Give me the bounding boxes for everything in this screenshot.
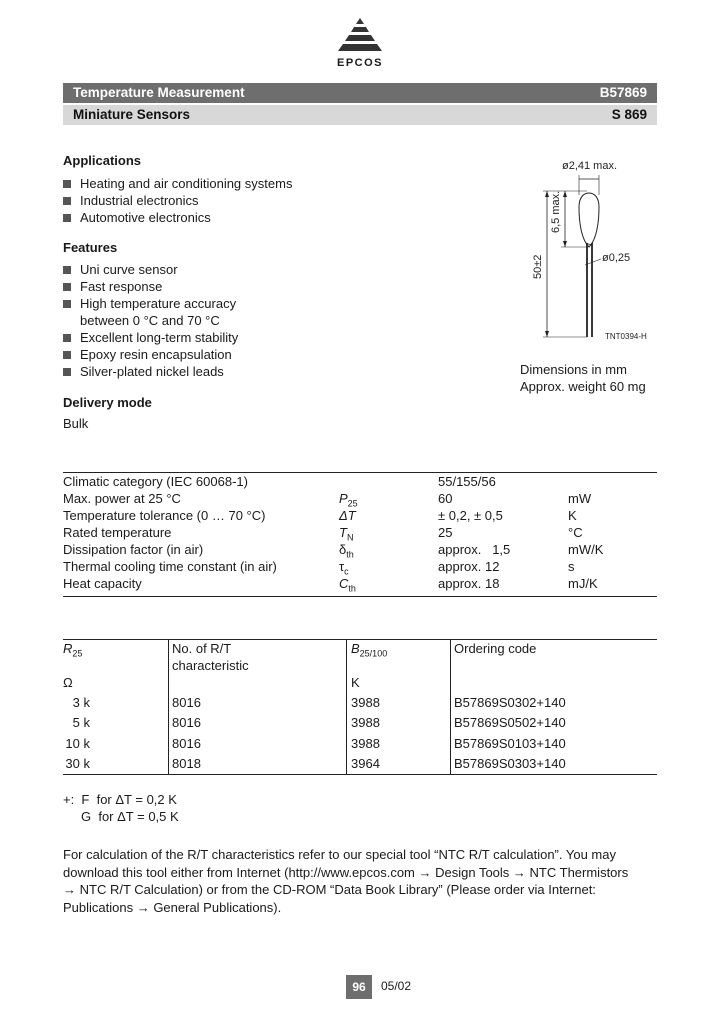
table-row: Heat capacity $C_{th}$ approx. 18 mJ/K (63, 576, 598, 594)
delivery-heading: Delivery mode (63, 395, 152, 410)
table-row: Temperature tolerance (0 … 70 °C) ΔT ± 0,2, ± 0,5 K (63, 508, 577, 523)
header-bar-series (63, 105, 657, 125)
bullet-square-icon (63, 334, 71, 342)
bullet-square-icon (63, 300, 71, 308)
series-code: S 869 (611, 107, 647, 122)
list-item: Industrial electronics (63, 192, 292, 209)
list-item: Excellent long-term stability (63, 329, 238, 346)
diameter-top-label: ø2,41 max. (562, 160, 618, 172)
header-rt-line1: No. of R/T (172, 641, 232, 656)
column-divider (450, 639, 451, 774)
delivery-value: Bulk (63, 416, 89, 431)
list-item: Epoxy resin encapsulation (63, 346, 238, 363)
bullet-square-icon (63, 214, 71, 222)
list-item: Uni curve sensor (63, 261, 238, 278)
list-item: High temperature accuracy (63, 295, 238, 312)
series-title: Miniature Sensors (73, 107, 191, 122)
table-row: Dissipation factor (in air) $\delta_{th}$ approx. 1,5 mW/K (63, 542, 604, 560)
column-divider (168, 639, 169, 774)
length-short-label: 6,5 max. (550, 190, 562, 233)
ordering-bottom-rule (63, 774, 657, 775)
epcos-triangle-icon (322, 14, 398, 58)
bullet-square-icon (63, 368, 71, 376)
table-row: Climatic category (IEC 60068-1) 55/155/56 (63, 474, 496, 489)
dimensions-note: Dimensions in mm (520, 362, 627, 377)
category-title: Temperature Measurement (73, 85, 245, 100)
applications-list (63, 175, 292, 226)
list-item: Automotive electronics (63, 209, 292, 226)
paragraph-line: → NTC R/T Calculation) or from the CD-ROM “Data Book Library” (Please order via Internet: (63, 882, 596, 897)
features-heading: Features (63, 240, 118, 255)
header-rt-line2: characteristic (172, 658, 249, 673)
paragraph-line: For calculation of the R/T characteristics refer to our special tool “NTC R/T calculation”. You may (63, 847, 616, 862)
column-divider (346, 639, 347, 774)
list-item: Silver-plated nickel leads (63, 363, 238, 380)
weight-note: Approx. weight 60 mg (520, 379, 646, 394)
header-ordering-code: Ordering code (454, 641, 537, 656)
unit-kelvin: K (351, 675, 360, 690)
lead-diameter-label: ø0,25 (602, 252, 631, 264)
specs-top-rule (63, 472, 657, 473)
features-list (63, 261, 238, 380)
length-long-label: 50±2 (532, 254, 544, 279)
page-number: 96 (346, 975, 372, 999)
header-bar-category (63, 83, 657, 103)
drawing-reference: TNT0394-H (605, 332, 647, 341)
paragraph-line: Publications → General Publications). (63, 899, 282, 915)
bullet-square-icon (63, 266, 71, 274)
bullet-square-icon (63, 351, 71, 359)
list-item: Heating and air conditioning systems (63, 175, 292, 192)
bullet-square-icon (63, 283, 71, 291)
footnote-line1: +: F for ΔT = 0,2 K (63, 792, 177, 807)
issue-date: 05/02 (381, 979, 412, 993)
sensor-dimension-drawing (515, 155, 665, 345)
table-row: Rated temperature $T_N$ 25 °C (63, 525, 583, 543)
bullet-square-icon (63, 197, 71, 205)
table-row: Thermal cooling time constant (in air) $\tau_c$ approx. 12 s (63, 559, 575, 577)
applications-heading: Applications (63, 153, 142, 168)
logo-text: EPCOS (336, 57, 383, 69)
bullet-square-icon (63, 180, 71, 188)
epcos-logo (322, 14, 398, 72)
part-number: B57869 (599, 85, 647, 100)
calculation-note (63, 846, 657, 916)
footnote-line2: G for ΔT = 0,5 K (81, 809, 179, 824)
unit-ohm: Ω (63, 675, 73, 690)
list-item-continuation: between 0 °C and 70 °C (80, 313, 220, 328)
paragraph-line: download this tool either from Internet (http://www.epcos.com → Design Tools → NTC Thermistors (63, 864, 629, 880)
table-row: Max. power at 25 °C $P_{25}$ 60 mW (63, 491, 592, 509)
specs-bottom-rule (63, 596, 657, 597)
list-item: Fast response (63, 278, 238, 295)
ordering-top-rule (63, 639, 657, 640)
